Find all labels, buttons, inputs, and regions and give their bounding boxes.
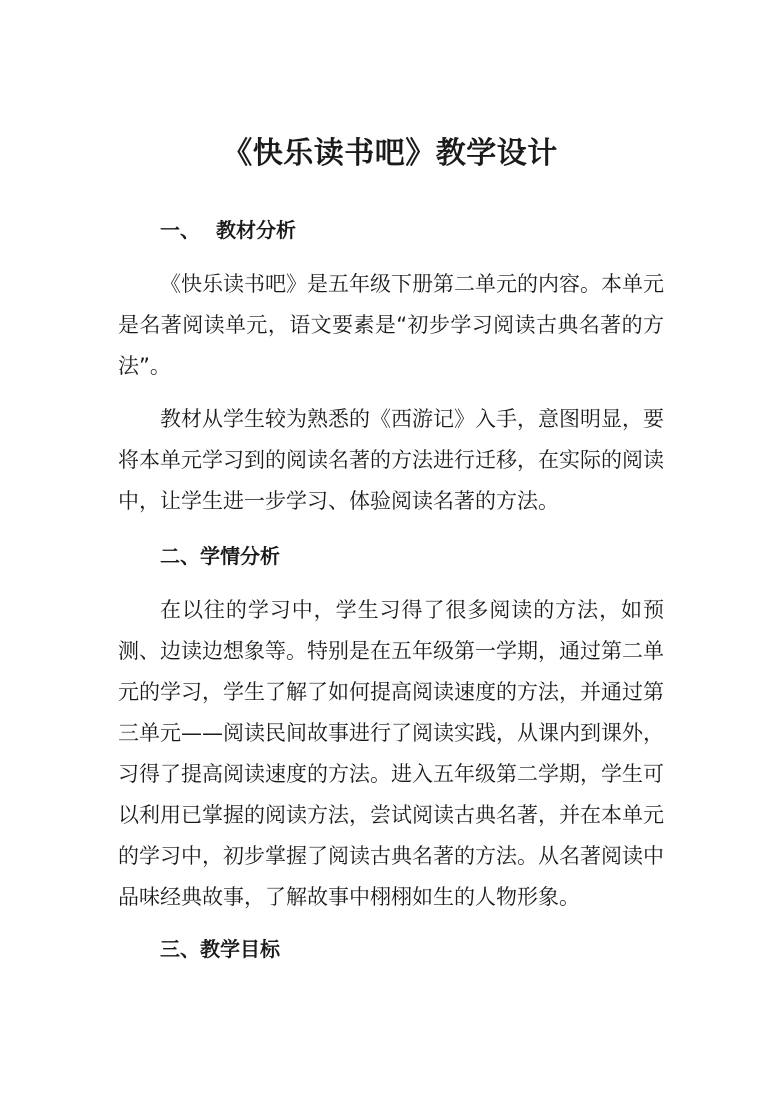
section-heading-text-2: 学情分析 [200,544,280,568]
section-number-2: 二、 [160,544,200,568]
section-number-3: 三、 [160,937,200,961]
section-heading-1 [160,215,296,245]
page-title: 《快乐读书吧》教学设计 [222,136,558,171]
section-heading-text-3: 教学目标 [200,937,280,961]
paragraph-2-1: 在以往的学习中，学生习得了很多阅读的方法，如预测、边读边想象等。特别是在五年级第一学期，通过第二单元的学习，学生了解了如何提高阅读速度的方法，并通过第三单元——阅读民间故事进行了阅读实践，从课内到课外，习得了提高阅读速度的方法。进入五年级第二学期，学生可以利用已掌握的阅读方法，尝试阅读古典名著，并在本单元的学习中，初步掌握了阅读古典名著的方法。从名著阅读中品味经典故事，了解故事中栩栩如生的人物形象。 [118,598,664,909]
section-heading-text-1: 教材分析 [216,218,296,242]
paragraph-1-1: 《快乐读书吧》是五年级下册第二单元的内容。本单元是名著阅读单元，语文要素是“初步学习阅读古典名著的方法”。 [118,272,664,378]
section-heading-3 [160,934,280,964]
section-heading-2 [160,541,280,571]
section-number-1: 一、 [160,218,200,242]
paragraph-1-2: 教材从学生较为熟悉的《西游记》入手，意图明显，要将本单元学习到的阅读名著的方法进行迁移，在实际的阅读中，让学生进一步学习、体验阅读名著的方法。 [118,407,664,513]
